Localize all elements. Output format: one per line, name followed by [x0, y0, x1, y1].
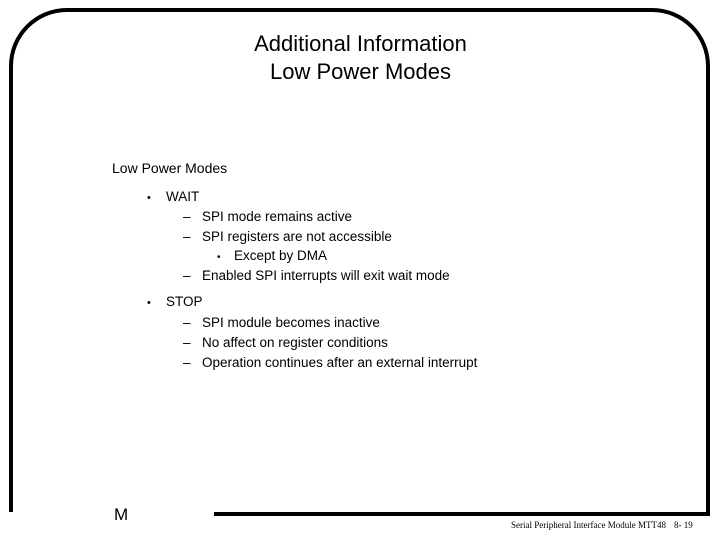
dash-icon: –: [183, 335, 191, 350]
bullet-icon: •: [217, 252, 221, 263]
dash-icon: –: [183, 268, 191, 283]
item-text: No affect on register conditions: [202, 335, 388, 350]
wait-item-3: [183, 268, 450, 283]
footer-title: Serial Peripheral Interface Module MTT48: [511, 520, 666, 530]
bullet-icon: •: [147, 192, 151, 204]
bullet-label: WAIT: [166, 189, 200, 204]
bullet-icon: •: [147, 297, 151, 309]
title-line-1: Additional Information: [254, 31, 467, 56]
wait-item-1: [183, 209, 352, 224]
logo: M: [114, 505, 129, 524]
page-number: 8- 19: [673, 520, 693, 530]
content-heading: Low Power Modes: [112, 160, 228, 176]
item-text: Operation continues after an external interrupt: [202, 355, 478, 370]
item-text: SPI mode remains active: [202, 209, 353, 224]
dash-icon: –: [183, 355, 191, 370]
wait-item-2: [183, 229, 392, 244]
item-text: SPI registers are not accessible: [202, 229, 392, 244]
sub-item-text: Except by DMA: [234, 248, 328, 263]
bullet-label: STOP: [166, 294, 203, 309]
stop-item-1: [183, 315, 380, 330]
stop-item-2: [183, 335, 388, 350]
title-line-2: Low Power Modes: [270, 59, 451, 84]
dash-icon: –: [183, 315, 191, 330]
footer-text: [511, 520, 693, 530]
item-text: SPI module becomes inactive: [202, 315, 380, 330]
dash-icon: –: [183, 229, 191, 244]
bullet-stop: [147, 294, 203, 309]
bullet-wait: [147, 189, 199, 204]
wait-item-2-sub: [217, 248, 327, 263]
stop-item-3: [183, 355, 477, 370]
slide-title: [0, 30, 721, 86]
item-text: Enabled SPI interrupts will exit wait mode: [202, 268, 450, 283]
footer-rule: [214, 512, 710, 516]
dash-icon: –: [183, 209, 191, 224]
